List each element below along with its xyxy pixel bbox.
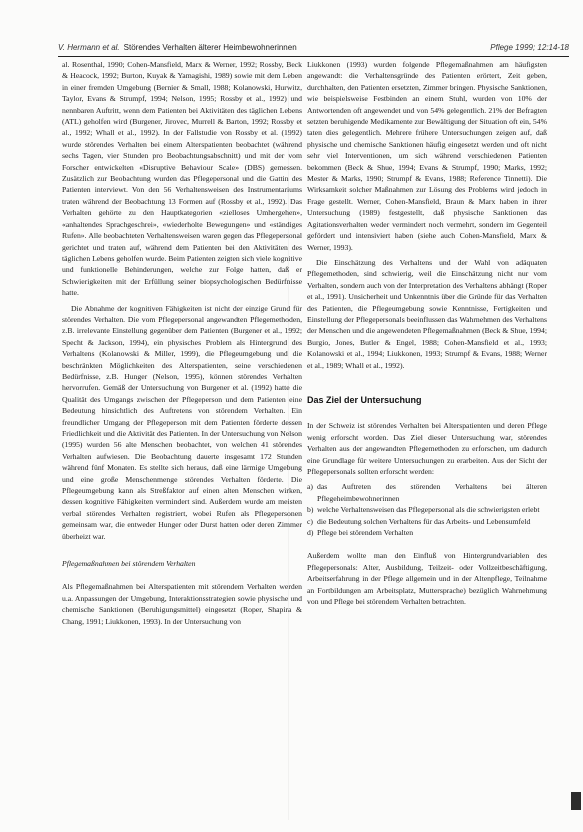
header-author: V. Hermann et al. [58,43,120,52]
list-marker: d) [307,528,314,538]
list-item-text: das Auftreten des störenden Verhaltens bei älteren Pflegeheimbewohnerinnen [317,482,547,503]
header-title: Störendes Verhalten älterer Heimbewohnerinnen [123,43,297,52]
page-edge-tab [571,792,581,810]
header-journal-citation: Pflege 1999; 12:14-18 [490,43,569,52]
right-column [307,59,547,611]
list-marker: a) [307,482,313,492]
running-header [58,43,569,55]
list-item [307,481,547,504]
header-rule [58,56,569,57]
left-paragraph-1: al. Rosenthal, 1990; Cohen-Mansfield, Marx & Werner, 1992; Rossby, Beck & Heacock, 1992; Burton, Kuyak & Yamagishi, 1989) sowie mit dem Leben in einer fremden Umgebung (Bernier & Small, 1988; Kolanowski, Hurwitz, Taylor, Evans & Strumpf, 1994; Nelson, 1995; Rossby et al., 1992) und nennbaren Auftritt, wenn dem Patienten bei Aktivitäten des täglichen Lebens (ATL) geholfen wird (Burgener, Jirovec, Murrell & Barton, 1992; Rossby et al., 1992; Whall et al., 1992). In der Fallstudie von Rossby et al. (1992) wurde störendes Verhalten bei einem Alterspatienten beobachtet (während sechs Tagen, vier Stunden pro Beobachtungsabschnitt) und mit der vom Forscher entwickelten «Disruptive Behaviour Scale» (DBS) gemessen. Zusätzlich zur Beobachtung wurden das Pflegepersonal und die Gattin des Patienten interviewt. Von den 56 Verhaltensweisen des Instrumentariums traten während der Beobachtung 13 Formen auf (Rossby et al., 1992). Das Verhalten gehörte zu den Hauptkategorien «zielloses Umhergehen», «anhaltendes Sprachgeschrei», «wiederholte Bewegungen» und «ständiges Rufen». Alle beobachteten Verhaltensweisen waren gegen das Pflegepersonal gerichtet und traten auf, während dem Patienten bei den Aktivitäten des täglichen Lebens geholfen wurde. Beim Patienten zeigten sich viele kognitive und funktionelle Behinderungen, welche zur Folge hatten, daß er Schwierigkeiten mit der Erfüllung seiner biopsychologischen Bedürfnisse hatte. [62,60,302,298]
list-item [307,527,547,538]
subsection-heading: Pflegemaßnahmen bei störendem Verhalten [62,559,196,569]
list-item [307,504,547,515]
left-paragraph-2: Die Abnahme der kognitiven Fähigkeiten ist nicht der einzige Grund für störendes Verhalten. Die vom Pflegepersonal angewandten Pflegemethoden, z.B. irrelevante Einstellung gegenüber dem Patienten (Burgener et al., 1992; Specht & Jackson, 1994), ein physisches Problem als Hintergrund des Verhaltens (Kolanowski & Miller, 1999), die Pflegeumgebung und die beschränkten Möglichkeiten des Alterspatienten, seine verschiedenen Bedürfnisse, z.B. Hunger (Nelson, 1995), können störendes Verhalten hervorrufen. Gemäß der Untersuchung von Burgener et al. (1992) hatte die Qualität des Umgangs zwischen der Pflegeperson und dem Patienten eine Bedeutung hinsichtlich des Auftretens von störendem Verhalten. Ein freundlicher Umgang der Pflegeperson mit dem Patienten förderte dessen Friedlichkeit und die Aktivität des Patienten. In der Untersuchung von Nelson (1995) wurden 56 alte Menschen beobachtet, von welchen 41 störendes Verhalten aufwiesen. Die Beobachtung dauerte insgesamt 172 Stunden während fünf Monaten. Es stellte sich heraus, daß eine lärmige Umgebung und eine große Menschenmenge störendes Verhalten förderte. Die Pflegeumgebung kann als Streßfaktor auf einen alten Menschen wirken, dessen kognitive Fähigkeiten vermindert sind. Außerdem wurde am meisten verbal störendes Verhalten registriert, wobei Rufen als Pflegepersonen gemeinsam war, die entweder Hunger oder Durst hatten oder deren Zimmer überheizt war. [62,303,302,541]
list-item-text: die Bedeutung solchen Verhaltens für das Arbeits- und Lebensumfeld [317,516,531,526]
research-questions-list [307,481,547,538]
right-paragraph-4: Außerdem wollte man den Einfluß von Hintergrundvariablen des Pflegepersonals: Alter, Ausbildung, Teilzeit- oder Vollzeitbeschäftigung, Arbeitserfahrung in der Pflege allgemein und in der Altenpflege, Teilnahme an Fortbildungen am Arbeitsplatz, Muttersprache) bezüglich Wahrnehmung von und Pflege bei störendem Verhalten betrachten. [307,551,547,607]
list-marker: c) [307,516,313,526]
list-item [307,516,547,527]
list-item-text: welche Verhaltensweisen das Pflegepersonal als die schwierigsten erlebt [317,505,540,515]
left-paragraph-3: Als Pflegemaßnahmen bei Alterspatienten mit störendem Verhalten werden u.a. Anpassungen der Umgebung, Interaktionsstrategien sowie physische und chemische Sanktionen (Beruhigungsmittel) eingesetzt (Roper, Shapira & Chang, 1991; Liukkonen, 1993). In der Untersuchung von [62,582,302,626]
right-paragraph-2: Die Einschätzung des Verhaltens und der Wahl von adäquaten Pflegemethoden, sind schwierig, weil die Einschätzung nicht nur vom Verhalten, sondern auch von der Interpretation des Verhaltens abhängt (Roper et al., 1991). Unsicherheit und Unkenntnis über die Gründe für das Verhalten des Patienten, die Pflegeumgebung sowie Kenntnisse, Fertigkeiten und Einstellung der Pflegepersonals beeinflussen das Wahrnehmen des Verhaltens der Menschen und die angewendeten Pflegemaßnahmen (Beck & Shue, 1994; Burgio, Jones, Butler & Engel, 1988; Cohen-Mansfield et al., 1993; Kolanowski et al., 1994; Liukkonen, 1993; Strumpf & Evans, 1988; Werner et al., 1989; Whall et al., 1992). [307,257,547,370]
right-paragraph-3: In der Schweiz ist störendes Verhalten bei Alterspatienten und deren Pflege wenig erforscht worden. Das Ziel dieser Untersuchung war, störendes Verhalten aus der angewandten Pflegemethoden zu erforschen, um dadurch eine Grundlage für weitere Untersuchungen zu erarbeiten. Aus der Sicht der Pflegepersonals sollten erforscht werden: [307,421,547,476]
left-column [62,59,302,631]
list-marker: b) [307,505,314,515]
list-item-text: Pflege bei störendem Verhalten [317,528,414,538]
section-heading: Das Ziel der Untersuchung [307,394,422,405]
right-paragraph-1: Liukkonen (1993) wurden folgende Pflegemaßnahmen am häufigsten angewandt: die Verhaltensgründe des Patienten erörtert, Zeit geben, durchhalten, den Patienten ersetzten, Zimmer bringen. Physische Sanktionen, wie beispielsweise Festbinden an einem Stuhl, wurden von 10% der Antwortenden oft angewendet und von 54% gelegentlich. 21% der Befragten setzten beruhigende Medikamente zur Bewältigung der Situation oft ein, 54% taten dies gelegentlich. Mehrere frühere Untersuchungen zeigen auf, daß physische und chemische Sanktionen häufig eingesetzt werden und oft nicht sehr viel Interventionen, um sich während verschiedenen Patienten bekommen (Beck & Shue, 1994; Evans & Strumpf, 1990; Marks, 1992; Mester & Marks, 1990; Strumpf & Evans, 1988; Reference Tinnetti). Die Wirksamkeit solcher Maßnahmen zur Lösung des Problems wird jedoch in Frage gestellt. Werner, Cohen-Mansfield, Braun & Marx haben in ihrer Untersuchung (1989) festgestellt, daß physische Sanktionen das Agitationsverhalten weder vermindert noch vermehrt, sondern im Gegenteil gefördert und intensiviert haben (siehe auch Cohen-Mansfield, Marx & Werner, 1993). [307,60,547,252]
